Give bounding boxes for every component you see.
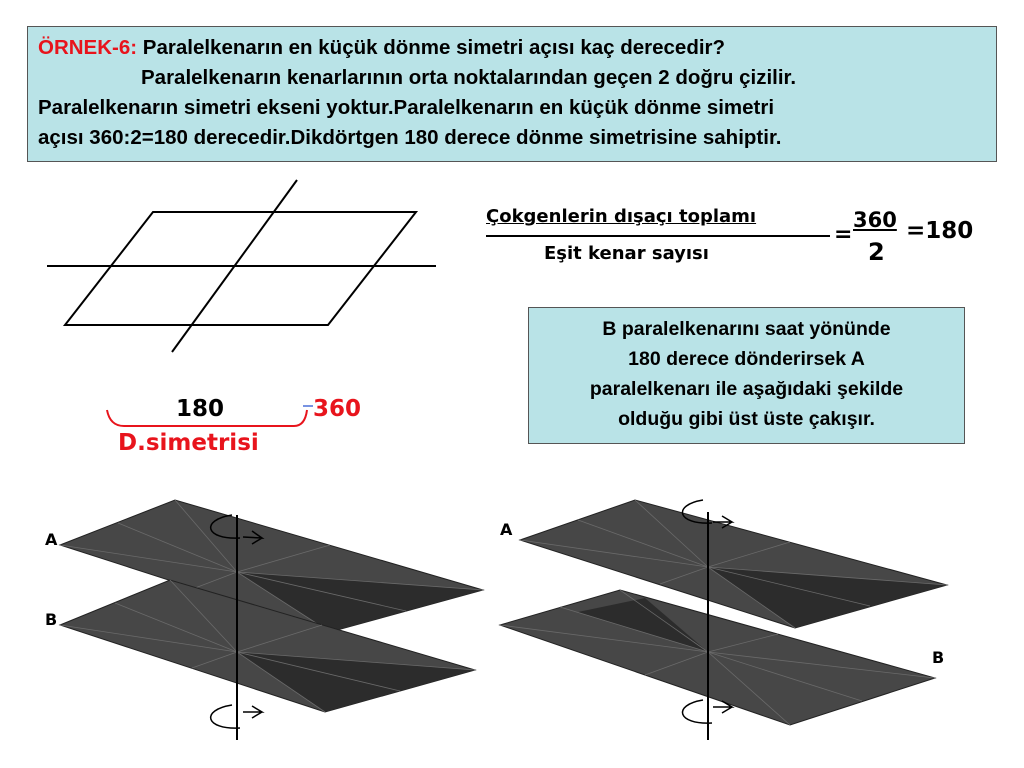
formula-value-numerator: 360: [853, 208, 897, 232]
formula-numerator: Çokgenlerin dışaçı toplamı: [486, 206, 757, 227]
right-plane-b: [500, 590, 935, 725]
formula-denominator: Eşit kenar sayısı: [544, 243, 709, 264]
example-line-4: açısı 360:2=180 derecedir.Dikdörtgen 180 derece dönme simetrisine sahiptir.: [38, 126, 782, 149]
info-box: [528, 307, 965, 444]
left-plane-pair: [60, 500, 483, 740]
full-rotation-value: 360: [313, 396, 362, 422]
example-question: Paralelkenarın en küçük dönme simetri açısı kaç derecedir?: [142, 36, 726, 59]
right-plane-pair: [500, 500, 947, 740]
rotation-symmetry-label: D.simetrisi: [118, 430, 259, 456]
parallelogram-shape: [65, 212, 416, 325]
left-bottom-rotation-arrow-icon: [211, 705, 240, 728]
example-line-3: Paralelkenarın simetri ekseni yoktur.Paralelkenarın en küçük dönme simetri: [38, 96, 775, 119]
right-plane-a-label: A: [500, 520, 513, 539]
rotation-angle-value: 180: [176, 396, 225, 422]
formula-value-denominator: 2: [868, 238, 885, 266]
formula-equals: =: [834, 222, 853, 247]
example-line-2: Paralelkenarın kenarlarının orta noktalarından geçen 2 doğru çizilir.: [141, 66, 797, 89]
info-line-1: B paralelkenarını saat yönünde: [602, 318, 891, 340]
example-label: ÖRNEK-6:: [38, 36, 138, 59]
left-plane-a-label: A: [45, 530, 58, 549]
info-line-3: paralelkenarı ile aşağıdaki şekilde: [589, 378, 904, 400]
info-line-2: 180 derece dönderirsek A: [628, 348, 865, 370]
parallelogram-diagram: [47, 180, 436, 352]
formula-result: =180: [906, 218, 974, 244]
left-plane-b-label: B: [45, 610, 58, 629]
info-line-4: olduğu gibi üst üste çakışır.: [618, 408, 875, 430]
right-plane-b-label: B: [932, 648, 945, 667]
